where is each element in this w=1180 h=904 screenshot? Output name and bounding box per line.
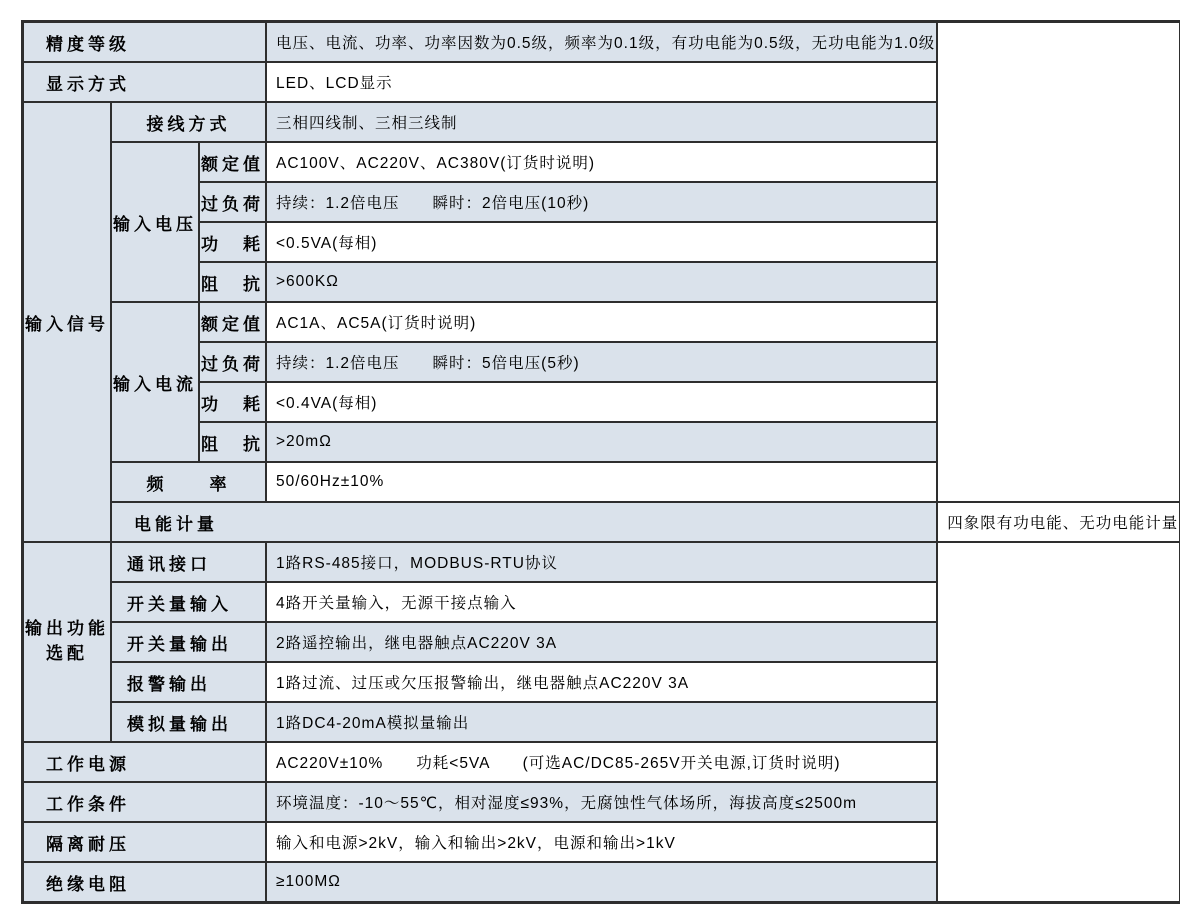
value-display: LED、LCD显示 <box>266 62 937 102</box>
label-display: 显示方式 <box>23 62 267 102</box>
row-power-supply <box>23 742 1180 782</box>
label-output-group-line1: 输出功能 <box>25 617 109 642</box>
row-accuracy <box>23 22 1180 63</box>
value-do: 2路遥控输出，继电器触点AC220V 3A <box>266 622 937 662</box>
row-isolation <box>23 822 1180 862</box>
label-power-supply: 工作电源 <box>23 742 267 782</box>
value-isolation: 输入和电源>2kV，输入和输出>2kV，电源和输出>1kV <box>266 822 937 862</box>
row-comm <box>23 542 1180 582</box>
row-analog <box>23 702 1180 742</box>
value-voltage-impedance: >600KΩ <box>266 262 937 302</box>
value-voltage-overload: 持续：1.2倍电压 瞬时：2倍电压(10秒) <box>266 182 937 222</box>
row-display <box>23 62 1180 102</box>
label-input-signal-group: 输入信号 <box>23 102 112 542</box>
row-di <box>23 582 1180 622</box>
row-conditions <box>23 782 1180 822</box>
row-voltage-rated <box>23 142 1180 182</box>
label-voltage-overload: 过负荷 <box>199 182 266 222</box>
value-analog: 1路DC4-20mA模拟量输出 <box>266 702 937 742</box>
label-wiring: 接线方式 <box>111 102 266 142</box>
label-current-impedance: 阻 抗 <box>199 422 266 462</box>
label-energy: 电能计量 <box>111 502 937 542</box>
label-di: 开关量输入 <box>111 582 266 622</box>
row-insulation <box>23 862 1180 903</box>
value-current-rated: AC1A、AC5A(订货时说明) <box>266 302 937 342</box>
value-conditions: 环境温度：-10～55℃，相对湿度≤93%，无腐蚀性气体场所，海拔高度≤2500m <box>266 782 937 822</box>
value-power-supply: AC220V±10% 功耗<5VA (可选AC/DC85-265V开关电源,订货时说明) <box>266 742 937 782</box>
label-do: 开关量输出 <box>111 622 266 662</box>
label-current-overload: 过负荷 <box>199 342 266 382</box>
row-do <box>23 622 1180 662</box>
label-voltage-power: 功 耗 <box>199 222 266 262</box>
value-wiring: 三相四线制、三相三线制 <box>266 102 937 142</box>
label-current-rated: 额定值 <box>199 302 266 342</box>
value-accuracy: 电压、电流、功率、功率因数为0.5级，频率为0.1级，有功电能为0.5级，无功电能为1.0级 <box>266 22 937 63</box>
value-insulation: ≥100MΩ <box>266 862 937 903</box>
label-comm: 通讯接口 <box>111 542 266 582</box>
label-frequency: 频 率 <box>111 462 266 502</box>
label-accuracy: 精度等级 <box>23 22 267 63</box>
value-voltage-power: <0.5VA(每相) <box>266 222 937 262</box>
value-frequency: 50/60Hz±10% <box>266 462 937 502</box>
value-current-power: <0.4VA(每相) <box>266 382 937 422</box>
value-energy: 四象限有功电能、无功电能计量 <box>937 502 1180 542</box>
label-output-group <box>23 542 112 742</box>
value-current-overload: 持续：1.2倍电压 瞬时：5倍电压(5秒) <box>266 342 937 382</box>
row-energy <box>23 502 1180 542</box>
label-input-voltage-group: 输入电压 <box>111 142 199 302</box>
row-frequency <box>23 462 1180 502</box>
value-current-impedance: >20mΩ <box>266 422 937 462</box>
label-input-current-group: 输入电流 <box>111 302 199 462</box>
label-voltage-impedance: 阻 抗 <box>199 262 266 302</box>
label-isolation: 隔离耐压 <box>23 822 267 862</box>
value-di: 4路开关量输入，无源干接点输入 <box>266 582 937 622</box>
label-conditions: 工作条件 <box>23 782 267 822</box>
label-insulation: 绝缘电阻 <box>23 862 267 903</box>
label-analog: 模拟量输出 <box>111 702 266 742</box>
label-current-power: 功 耗 <box>199 382 266 422</box>
value-alarm: 1路过流、过压或欠压报警输出，继电器触点AC220V 3A <box>266 662 937 702</box>
row-current-rated <box>23 302 1180 342</box>
row-wiring <box>23 102 1180 142</box>
row-alarm <box>23 662 1180 702</box>
label-alarm: 报警输出 <box>111 662 266 702</box>
label-voltage-rated: 额定值 <box>199 142 266 182</box>
label-output-group-line2: 选配 <box>25 642 109 667</box>
value-comm: 1路RS-485接口，MODBUS-RTU协议 <box>266 542 937 582</box>
value-voltage-rated: AC100V、AC220V、AC380V(订货时说明) <box>266 142 937 182</box>
spec-table <box>21 20 1180 904</box>
